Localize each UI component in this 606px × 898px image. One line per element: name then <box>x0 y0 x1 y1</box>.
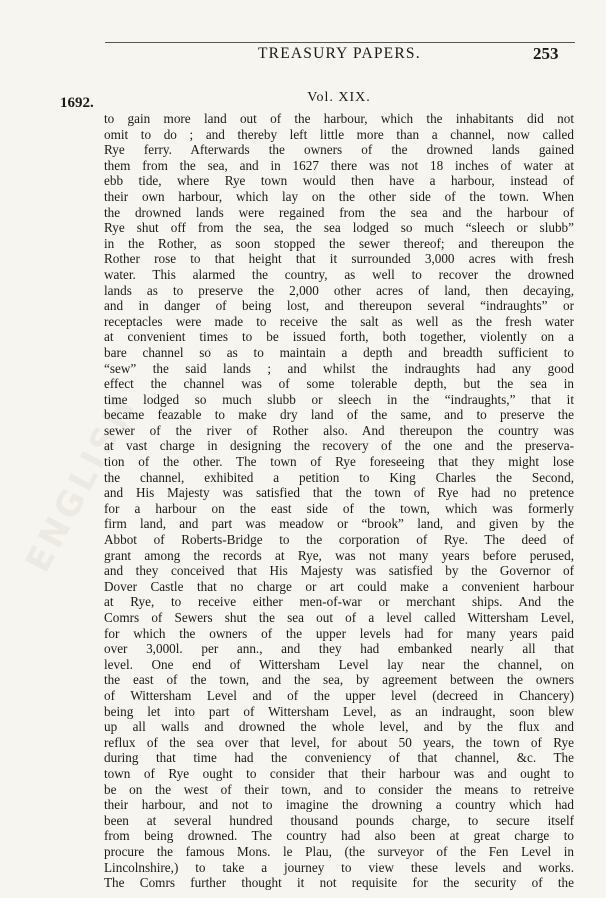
text-line: Rye ferry. Afterwards the owners of the drowned lands gained <box>104 142 574 158</box>
text-line: and they conceived that His Majesty was satisfied by the Governor of <box>104 563 574 579</box>
text-line: and His Majesty was satisfied that the town of Rye had no pretence <box>104 485 574 501</box>
text-line: during that time had the conveniency of that channel, &c. The <box>104 750 574 766</box>
text-line: bare channel so as to maintain a depth and breadth sufficient to <box>104 344 574 360</box>
page-number: 253 <box>533 44 559 63</box>
text-line: effect the channel was of some tolerable depth, but the sea in <box>104 376 574 392</box>
margin-year: 1692. <box>60 95 94 111</box>
text-line: Dover Castle that no charge or art could make a convenient harbour <box>104 578 574 594</box>
text-line: from being drowned. The country had also been at great charge to <box>104 828 574 844</box>
text-line: up all walls and drowned the whole level, and by the flux and <box>104 719 574 735</box>
header-rule <box>105 42 575 43</box>
text-line: The Comrs further thought it not requisite for the security of the <box>104 875 574 891</box>
text-line: be on the west of their town, and to consider the means to retreive <box>104 781 574 797</box>
text-line: time lodged so much slubb or sleech in the “indraughts,” that it <box>104 391 574 407</box>
text-line: their own harbour, which lay on the other side of the town. When <box>104 188 574 204</box>
text-line: “sew” the said lands ; and whilst the indraughts had any good <box>104 360 574 376</box>
text-line: Rother rose to that height that it surrounded 3,000 acres with fresh <box>104 251 574 267</box>
volume-heading: Vol. XIX. <box>307 90 371 105</box>
text-line: procure the famous Mons. le Plau, (the surveyor of the Fen Level in <box>104 843 574 859</box>
body-text <box>104 111 574 891</box>
text-line: Rye shut off from the sea, the sea lodged so much “sleech or slubb” <box>104 220 574 236</box>
text-line: been at several hundred thousand pounds charge, to secure itself <box>104 812 574 828</box>
text-line: firm land, and part was meadow or “brook” land, and given by the <box>104 516 574 532</box>
text-line: at convenient times to be issued forth, both together, violently on a <box>104 329 574 345</box>
library-stamp-watermark: ENGLISH <box>18 387 145 579</box>
text-line: became feazable to make dry land of the same, and to preserve the <box>104 407 574 423</box>
text-line: receptacles were made to receive the salt as well as the fresh water <box>104 313 574 329</box>
text-line: town of Rye ought to consider that their harbour was and ought to <box>104 765 574 781</box>
text-line: for which the owners of the upper levels had for many years paid <box>104 625 574 641</box>
text-line: over 3,000l. per ann., and they had embanked nearly all that <box>104 641 574 657</box>
text-line: ebb tide, where Rye town would then have a harbour, instead of <box>104 173 574 189</box>
text-line: of Wittersham Level and of the upper level (decreed in Chancery) <box>104 687 574 703</box>
text-line: the channel, exhibited a petition to King Charles the Second, <box>104 469 574 485</box>
text-line: grant among the records at Rye, was not many years before perused, <box>104 547 574 563</box>
text-line: and in danger of being lost, and thereupon several “indraughts” or <box>104 298 574 314</box>
text-line: reflux of the sea over that level, for about 50 years, the town of Rye <box>104 734 574 750</box>
text-line: sewer of the river of Rother also. And thereupon the country was <box>104 422 574 438</box>
text-line: lands as to preserve the 2,000 other acres of land, then decaying, <box>104 282 574 298</box>
text-line: at vast charge in designing the recovery of the one and the preserva- <box>104 438 574 454</box>
text-line: tion of the other. The town of Rye foreseeing that they might lose <box>104 454 574 470</box>
text-line: Abbot of Roberts-Bridge to the corporation of Rye. The deed of <box>104 532 574 548</box>
text-line: water. This alarmed the country, as well to recover the drowned <box>104 266 574 282</box>
text-line: for a harbour on the east side of the town, which was formerly <box>104 500 574 516</box>
text-line: being let into part of Wittersham Level, as an indraught, soon blew <box>104 703 574 719</box>
text-line: level. One end of Wittersham Level lay near the channel, on <box>104 656 574 672</box>
running-head: TREASURY PAPERS. <box>258 45 421 62</box>
text-line: the drowned lands were regained from the sea and the harbour of <box>104 204 574 220</box>
text-line: omit to do ; and thereby left little more than a channel, now called <box>104 126 574 142</box>
text-line: their harbour, and not to imagine the drowning a country which had <box>104 797 574 813</box>
text-line: the east of the town, and the sea, by agreement between the owners <box>104 672 574 688</box>
text-line: in the Rother, as soon stopped the sewer thereof; and thereupon the <box>104 235 574 251</box>
text-line: Lincolnshire,) to take a journey to view these levels and works. <box>104 859 574 875</box>
text-line: at Rye, to receive either men-of-war or merchant ships. And the <box>104 594 574 610</box>
text-line: them from the sea, and in 1627 there was not 18 inches of water at <box>104 157 574 173</box>
text-line: to gain more land out of the harbour, which the inhabitants did not <box>104 111 574 126</box>
text-line: Comrs of Sewers shut the sea out of a level called Wittersham Level, <box>104 610 574 625</box>
